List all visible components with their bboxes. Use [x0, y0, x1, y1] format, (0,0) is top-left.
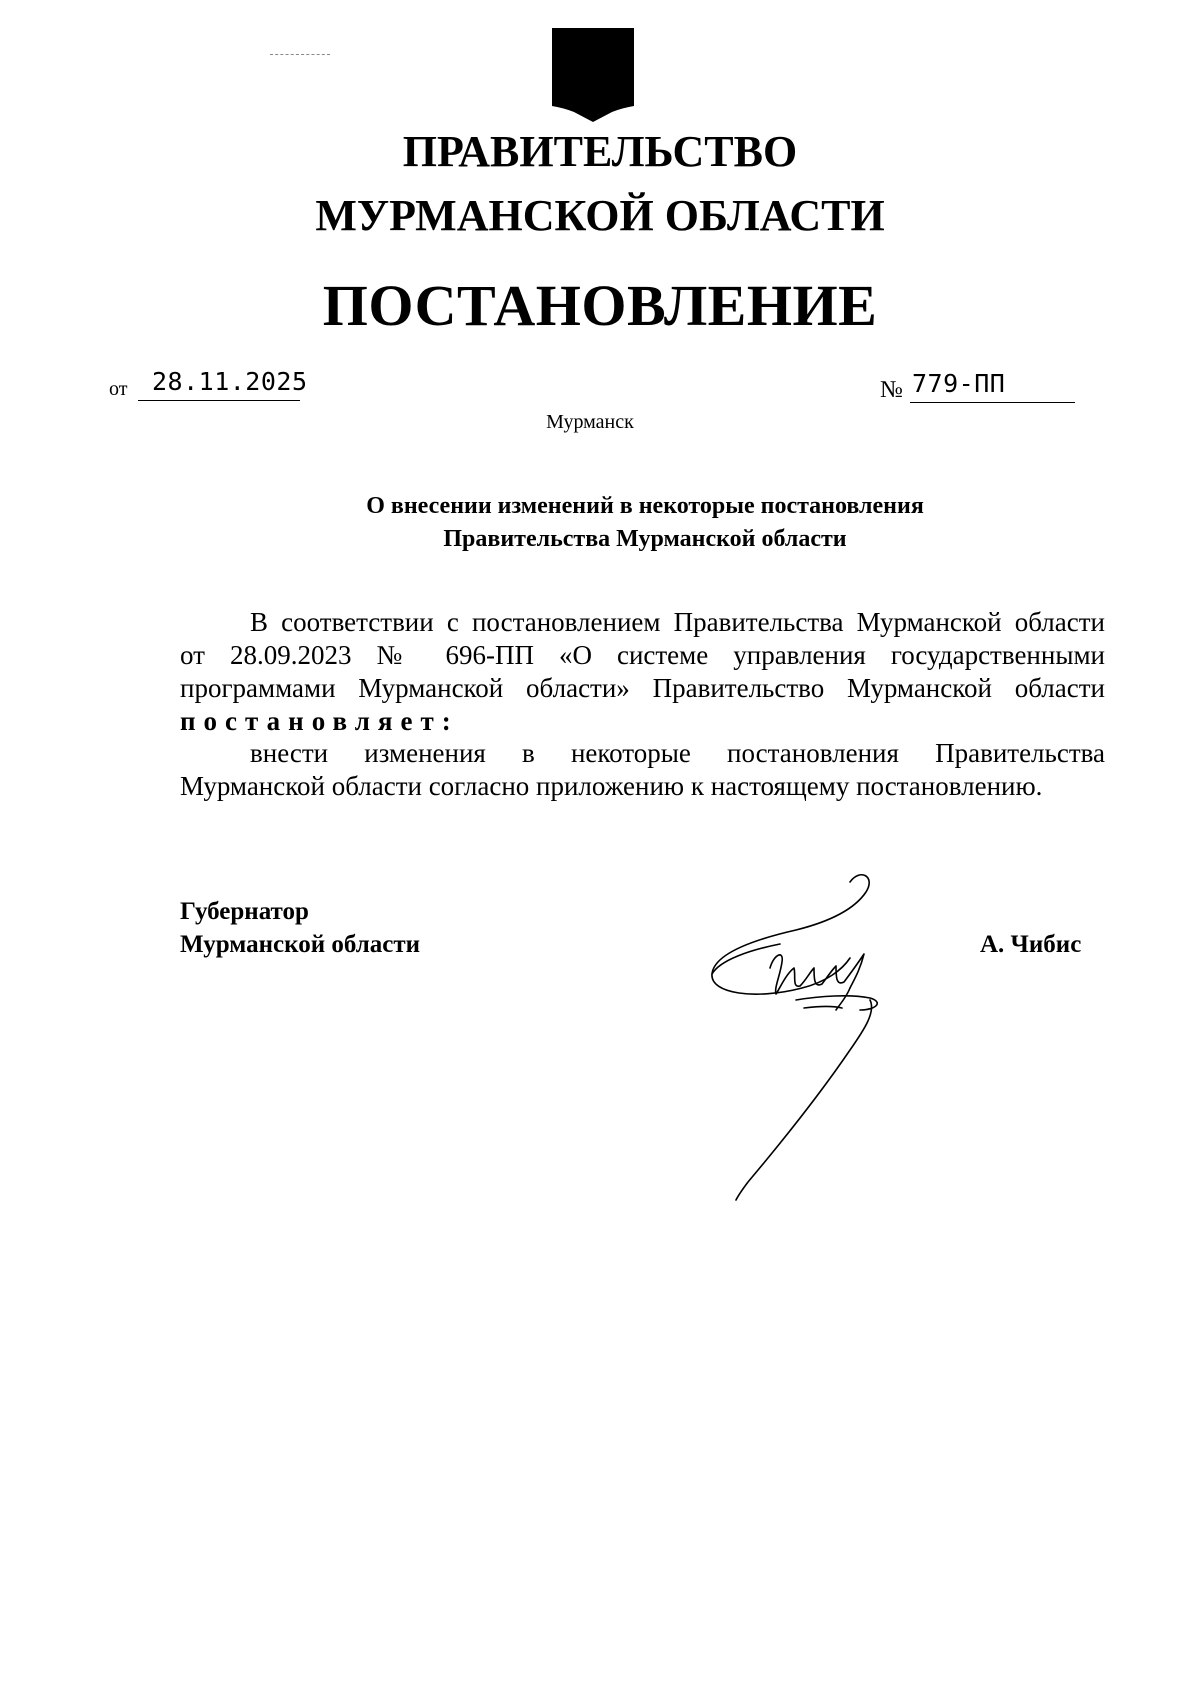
scan-artifact-line — [270, 54, 330, 55]
resolves-keyword: постановляет: — [180, 706, 459, 736]
document-number: 779-ПП — [912, 369, 1006, 398]
coat-of-arms-emblem — [552, 28, 634, 122]
signer-title-line1: Губернатор — [180, 898, 309, 925]
organization-name-line2: МУРМАНСКОЙ ОБЛАСТИ — [315, 191, 885, 240]
signer-name: А. Чибис — [980, 931, 1082, 958]
number-field — [910, 369, 1075, 403]
date-field — [138, 367, 308, 401]
document-type-title: ПОСТАНОВЛЕНИЕ — [322, 273, 878, 338]
date-prefix-label: от — [109, 378, 128, 400]
signer-title — [180, 895, 420, 961]
preamble-line1: В соответствии с постановлением Правительства Мурманской области — [250, 607, 1105, 637]
preamble-paragraph — [180, 606, 1105, 738]
preamble-line3: программами Мурманской области» Правительство Мурманской области — [180, 673, 1105, 703]
emblem-shield-icon — [552, 28, 634, 122]
organization-name-line1: ПРАВИТЕЛЬСТВО — [402, 127, 798, 176]
document-subject — [100, 490, 1190, 556]
document-date: 28.11.2025 — [152, 367, 308, 396]
document-city: Мурманск — [546, 411, 634, 433]
subject-line1: О внесении изменений в некоторые постановления — [366, 493, 924, 519]
subject-line2: Правительства Мурманской области — [443, 526, 847, 552]
handwritten-signature — [700, 870, 940, 1210]
signature-scribble-icon — [700, 870, 940, 1210]
operative-text: внести изменения в некоторые постановления Правительства Мурманской области согласно приложению к настоящему постановлению. — [180, 738, 1105, 801]
operative-paragraph — [180, 737, 1105, 803]
number-prefix-label: № — [880, 377, 903, 403]
preamble-line2: от 28.09.2023 № 696-ПП «О системе управления государственными — [180, 640, 1105, 670]
signer-title-line2: Мурманской области — [180, 931, 421, 958]
